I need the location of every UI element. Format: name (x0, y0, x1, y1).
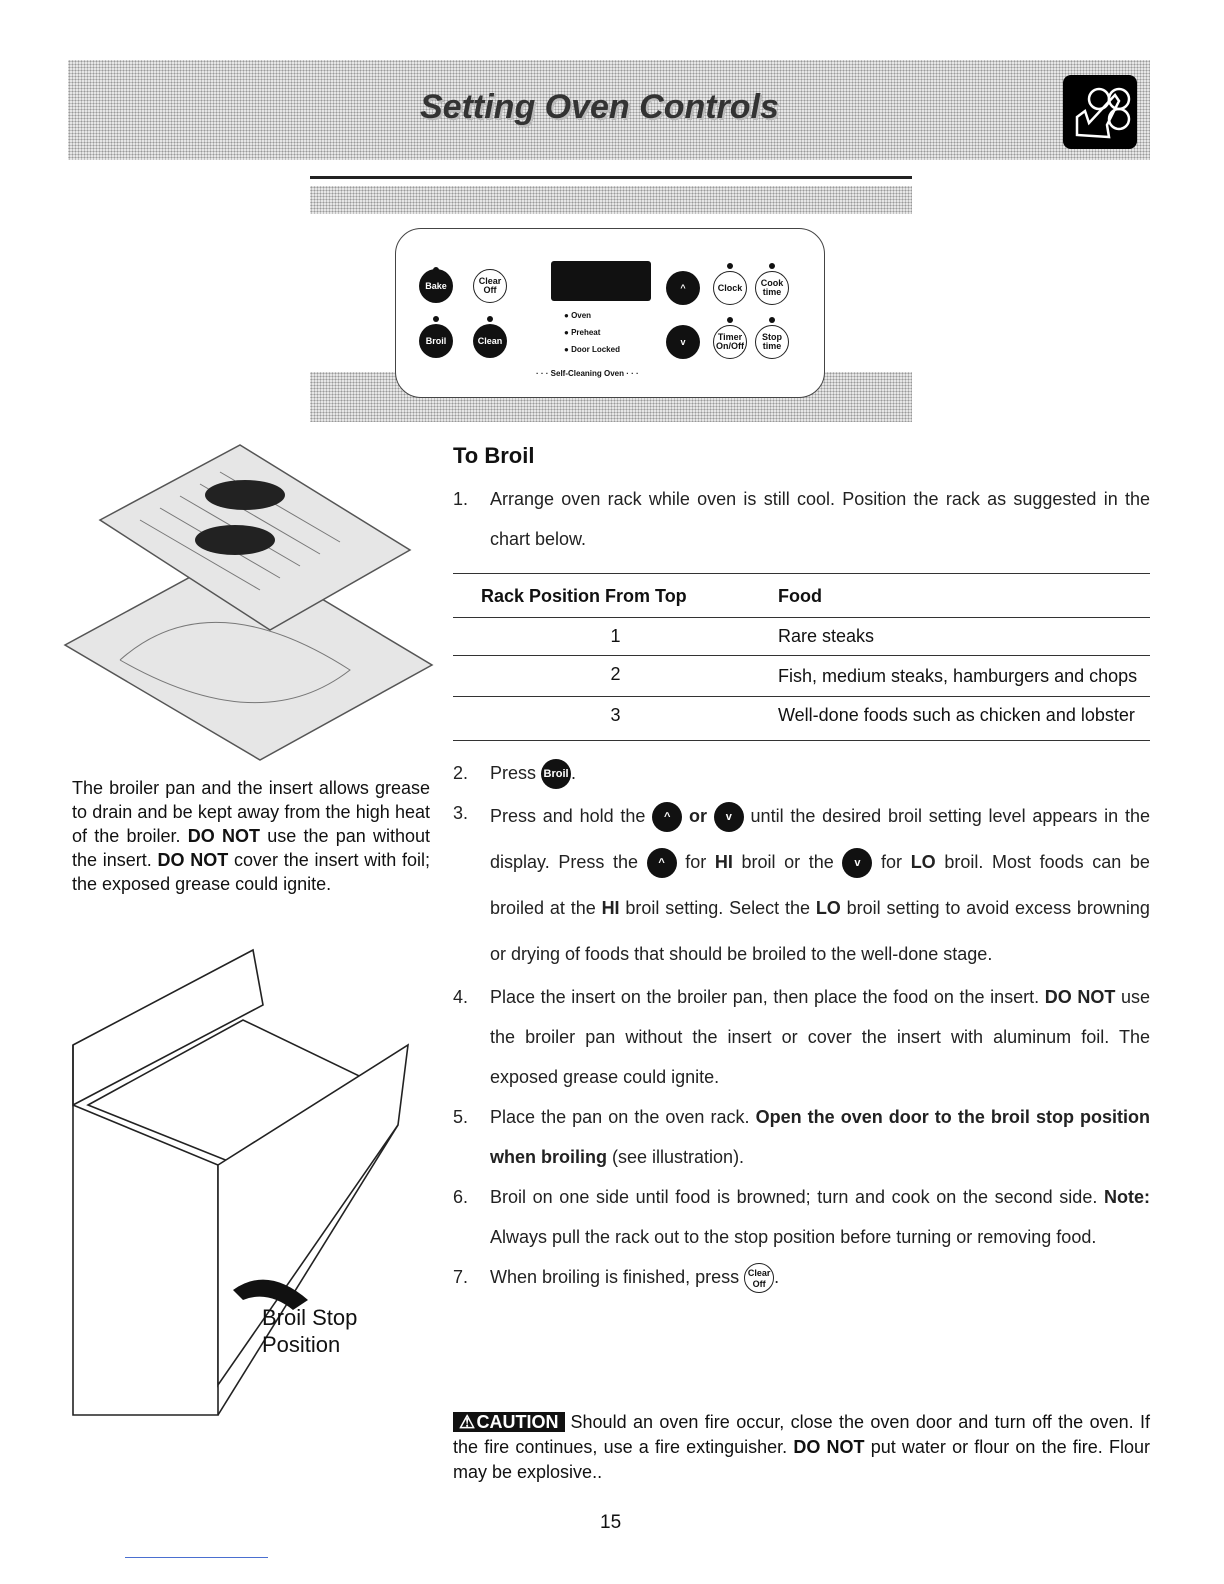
panel-footer-label: · · · Self-Cleaning Oven · · · (536, 369, 639, 378)
decorative-band (310, 186, 912, 214)
broiler-pan-illustration (60, 440, 435, 765)
timer-button[interactable]: Timer On/Off (713, 325, 747, 359)
indicator-light (727, 317, 733, 323)
rack-position-table: Rack Position From Top Food 1 Rare steaks 2 Fish, medium steaks, hamburgers and chops 3 Well-done foods such as chicken and lobster (453, 573, 1150, 741)
up-arrow-icon: ^ (652, 802, 682, 832)
oven-door-illustration (68, 945, 418, 1430)
up-arrow-icon: ^ (647, 848, 677, 878)
divider (125, 1557, 268, 1558)
down-arrow-icon: v (842, 848, 872, 878)
stop-time-button[interactable]: Stop time (755, 325, 789, 359)
indicator-light (769, 317, 775, 323)
hand-pressing-buttons-icon (1063, 75, 1137, 149)
page-number: 15 (600, 1512, 622, 1533)
to-broil-section (453, 443, 1150, 1297)
oven-display (551, 261, 651, 301)
broil-button-icon: Broil (541, 759, 571, 789)
step-6: 6. Broil on one side until food is browned; turn and cook on the second side. Note: Always pull the rack out to the stop position before turning or removing food. (453, 1187, 1150, 1247)
cook-time-button[interactable]: Cook time (755, 271, 789, 305)
section-title: To Broil (453, 443, 535, 468)
down-arrow-icon: v (714, 802, 744, 832)
indicator-light (727, 263, 733, 269)
down-arrow-button[interactable]: v (666, 325, 700, 359)
clear-off-button[interactable]: Clear Off (473, 269, 507, 303)
clear-off-button-icon: Clear Off (744, 1263, 774, 1293)
clock-button[interactable]: Clock (713, 271, 747, 305)
table-row: 2 Fish, medium steaks, hamburgers and chops (453, 656, 1150, 697)
broil-button[interactable]: Broil (419, 324, 453, 358)
step-7: 7. When broiling is finished, press Clear Off . (453, 1257, 1150, 1297)
table-row: 3 Well-done foods such as chicken and lobster (453, 697, 1150, 741)
indicator-oven: ● Oven (564, 311, 592, 320)
bake-button[interactable]: Bake (419, 269, 453, 303)
indicator-door-locked: ● Door Locked (564, 345, 620, 354)
indicator-light (487, 316, 493, 322)
clean-button[interactable]: Clean (473, 324, 507, 358)
page-title: Setting Oven Controls (420, 88, 779, 126)
caution-notice: ⚠CAUTION Should an oven fire occur, close the oven door and turn off the oven. If the fire continues, use a fire extinguisher. DO NOT put water or flour on the fire. Flour may be explosive.. (453, 1412, 1150, 1482)
step-5: 5. Place the pan on the oven rack. Open the oven door to the broil stop position when broiling (see illustration). (453, 1107, 1151, 1167)
caution-badge: ⚠CAUTION (453, 1412, 565, 1432)
step-2: 2. Press Broil . (453, 753, 1150, 793)
table-row: 1 Rare steaks (453, 618, 1150, 656)
up-arrow-button[interactable]: ^ (666, 271, 700, 305)
indicator-light (433, 316, 439, 322)
step-3: 3. Press and hold the ^ or v until the desired broil setting level appears in the display. Press the ^ for HI broil or the v for LO broil. Most foods can be broiled at the HI broil setting. Select the LO broil setting to avoid excess browning or drying of foods that should be broiled to the well-done stage. (453, 803, 1150, 964)
broil-stop-position-label: Broil Stop Position (262, 1305, 358, 1357)
broiler-pan-caption: The broiler pan and the insert allows grease to drain and be kept away from the high heat of the broiler. DO NOT use the pan without the insert. DO NOT cover the insert with foil; the exposed grease could ignite. (72, 778, 430, 894)
oven-control-panel (395, 228, 825, 398)
step-1: 1. Arrange oven rack while oven is still cool. Position the rack as suggested in the chart below. (453, 489, 1150, 549)
indicator-preheat: ● Preheat (564, 328, 601, 337)
divider (310, 176, 912, 179)
step-4: 4. Place the insert on the broiler pan, then place the food on the insert. DO NOT use the broiler pan without the insert or cover the insert with aluminum foil. The exposed grease could ignite. (453, 987, 1150, 1087)
indicator-light (769, 263, 775, 269)
